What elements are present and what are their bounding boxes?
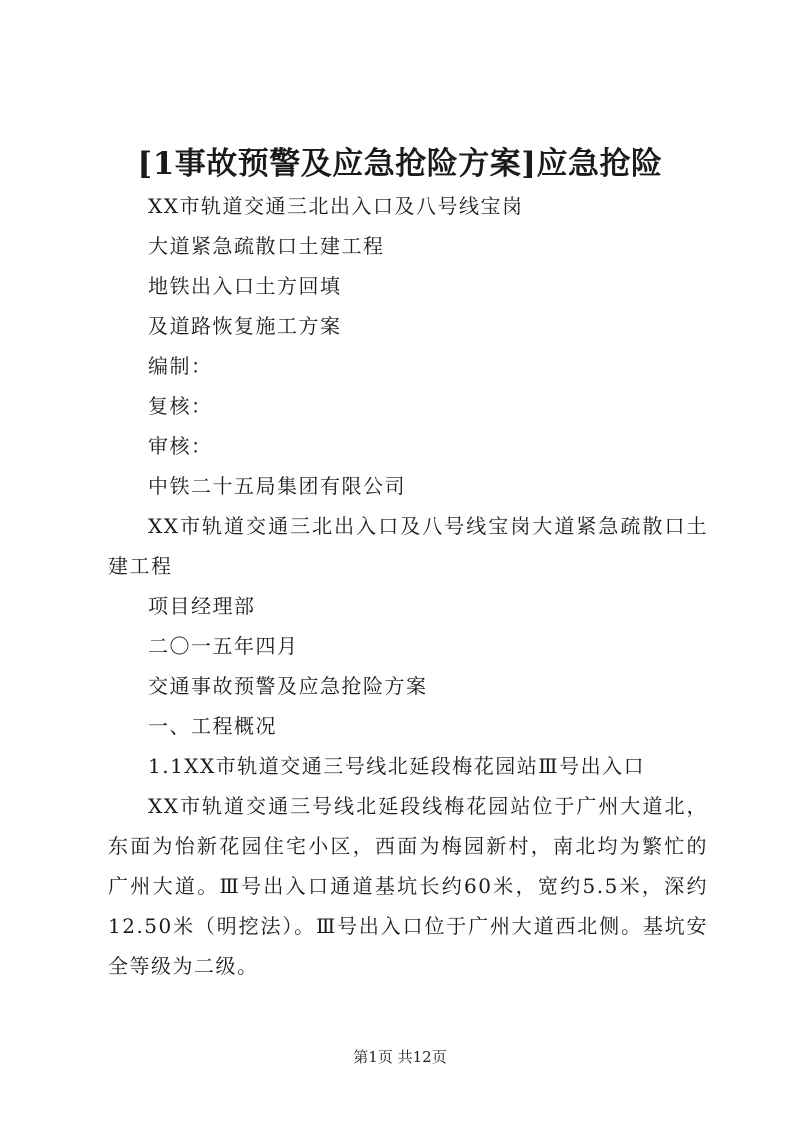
paragraph-company: 中铁二十五局集团有限公司 xyxy=(148,474,406,498)
subsection-heading-1-1: 1.1XX市轨道交通三号线北延段梅花园站Ⅲ号出入口 xyxy=(148,754,646,778)
document-body xyxy=(108,186,708,986)
page-footer: 第1页 共12页 xyxy=(353,1048,447,1066)
paragraph-project-name-line3: 地铁出入口土方回填 xyxy=(148,274,342,298)
document-title: [1事故预警及应急抢险方案]应急抢险 xyxy=(137,146,663,182)
section-heading-overview: 一、工程概况 xyxy=(148,714,277,738)
paragraph-department: 项目经理部 xyxy=(148,594,256,618)
paragraph-plan-title: 交通事故预警及应急抢险方案 xyxy=(148,674,428,698)
paragraph-compiled-by: 编制： xyxy=(148,354,213,378)
paragraph-project-name-line4: 及道路恢复施工方案 xyxy=(148,314,342,338)
paragraph-reviewed-by: 复核： xyxy=(148,394,213,418)
paragraph-project-name-line2: 大道紧急疏散口土建工程 xyxy=(148,234,385,258)
paragraph-approved-by: 审核： xyxy=(148,434,213,458)
paragraph-date: 二〇一五年四月 xyxy=(148,634,299,658)
paragraph-site-description: XX市轨道交通三号线北延段线梅花园站位于广州大道北，东面为怡新花园住宅小区，西面为梅园新村，南北均为繁忙的广州大道。Ⅲ号出入口通道基坑长约60米，宽约5.5米，深约12.50米（明挖法）。Ⅲ号出入口位于广州大道西北侧。基坑安全等级为二级。 xyxy=(108,794,708,978)
paragraph-project-name-line1: XX市轨道交通三北出入口及八号线宝岗 xyxy=(148,194,524,218)
paragraph-project-full-name: XX市轨道交通三北出入口及八号线宝岗大道紧急疏散口土建工程 xyxy=(108,514,708,578)
